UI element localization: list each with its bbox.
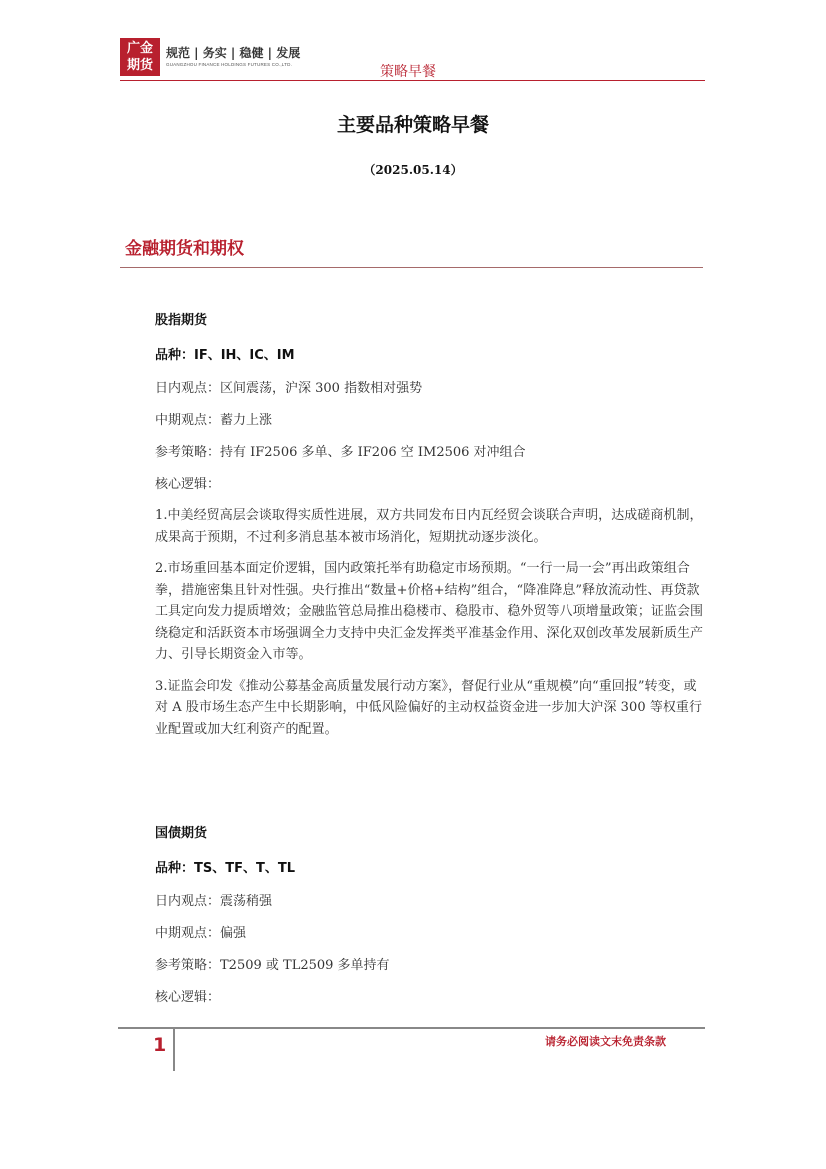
stock-index-variety: 品种：IF、IH、IC、IM: [155, 348, 295, 363]
treasury-heading: 国债期货: [155, 826, 208, 841]
document-date: （2025.05.14）: [363, 163, 463, 177]
disclaimer-note: 请务必阅读文末免责条款: [545, 1035, 666, 1048]
treasury-midterm: 中期观点：偏强: [155, 926, 247, 941]
logic-point: 3.证监会印发《推动公募基金高质量发展行动方案》，督促行业从“重规模”向“重回报”转变，或对 A 股市场生态产生中长期影响，中低风险偏好的主动权益资金进一步加大沪深 300 等权重行业配置或加大红利资产的配置。: [155, 678, 703, 737]
header-tag: 策略早餐: [380, 64, 436, 80]
treasury-block: [155, 822, 705, 1018]
page-number: 1: [153, 1034, 167, 1056]
stock-index-logic-label: 核心逻辑：: [155, 477, 221, 492]
stock-index-strategy: 参考策略：持有 IF2506 多单、多 IF206 空 IM2506 对冲组合: [155, 445, 526, 460]
logo-text-line1: 广金: [126, 41, 153, 56]
footer-vertical-divider: [173, 1029, 175, 1071]
stock-index-heading: 股指期货: [155, 313, 208, 328]
stock-index-points: [155, 505, 707, 750]
logic-point: 1.中美经贸高层会谈取得实质性进展，双方共同发布日内瓦经贸会谈联合声明，达成磋商机制，成果高于预期，不过利多消息基本被市场消化，短期扰动逐步淡化。: [155, 508, 703, 545]
header-divider: [120, 80, 705, 81]
document-title: 主要品种策略早餐: [336, 114, 489, 136]
treasury-intraday: 日内观点：震荡稍强: [155, 894, 273, 909]
logic-point: 2.市场重回基本面定价逻辑，国内政策托举有助稳定市场预期。“一行一局一会”再出政策组合拳，措施密集且针对性强。央行推出“数量+价格+结构”组合，“降准降息”释放流动性、再贷款工具定向发力提质增效；金融监管总局推出稳楼市、稳股市、稳外贸等八项增量政策；证监会围绕稳定和活跃资本市场强调全力支持中央汇金发挥类平准基金作用、深化双创改革发展新质生产力、引导长期资金入市等。: [155, 561, 704, 662]
company-logo: [120, 38, 160, 76]
treasury-variety: 品种：TS、TF、T、TL: [155, 861, 295, 876]
stock-index-intraday: 日内观点：区间震荡，沪深 300 指数相对强势: [155, 381, 423, 396]
treasury-strategy: 参考策略：T2509 或 TL2509 多单持有: [155, 958, 390, 973]
logo-text-line2: 期货: [126, 58, 153, 73]
company-slogan: 规范 | 务实 | 稳健 | 发展: [166, 46, 301, 60]
stock-index-block: [155, 309, 705, 499]
footer-divider: [118, 1027, 705, 1029]
section-title: 金融期货和期权: [125, 239, 244, 259]
section-divider: [120, 267, 703, 268]
company-english-name: GUANGZHOU FINANCE HOLDINGS FUTURES CO.,LTD.: [166, 62, 293, 67]
stock-index-midterm: 中期观点：蓄力上涨: [155, 413, 273, 428]
treasury-logic-label: 核心逻辑：: [155, 990, 221, 1005]
